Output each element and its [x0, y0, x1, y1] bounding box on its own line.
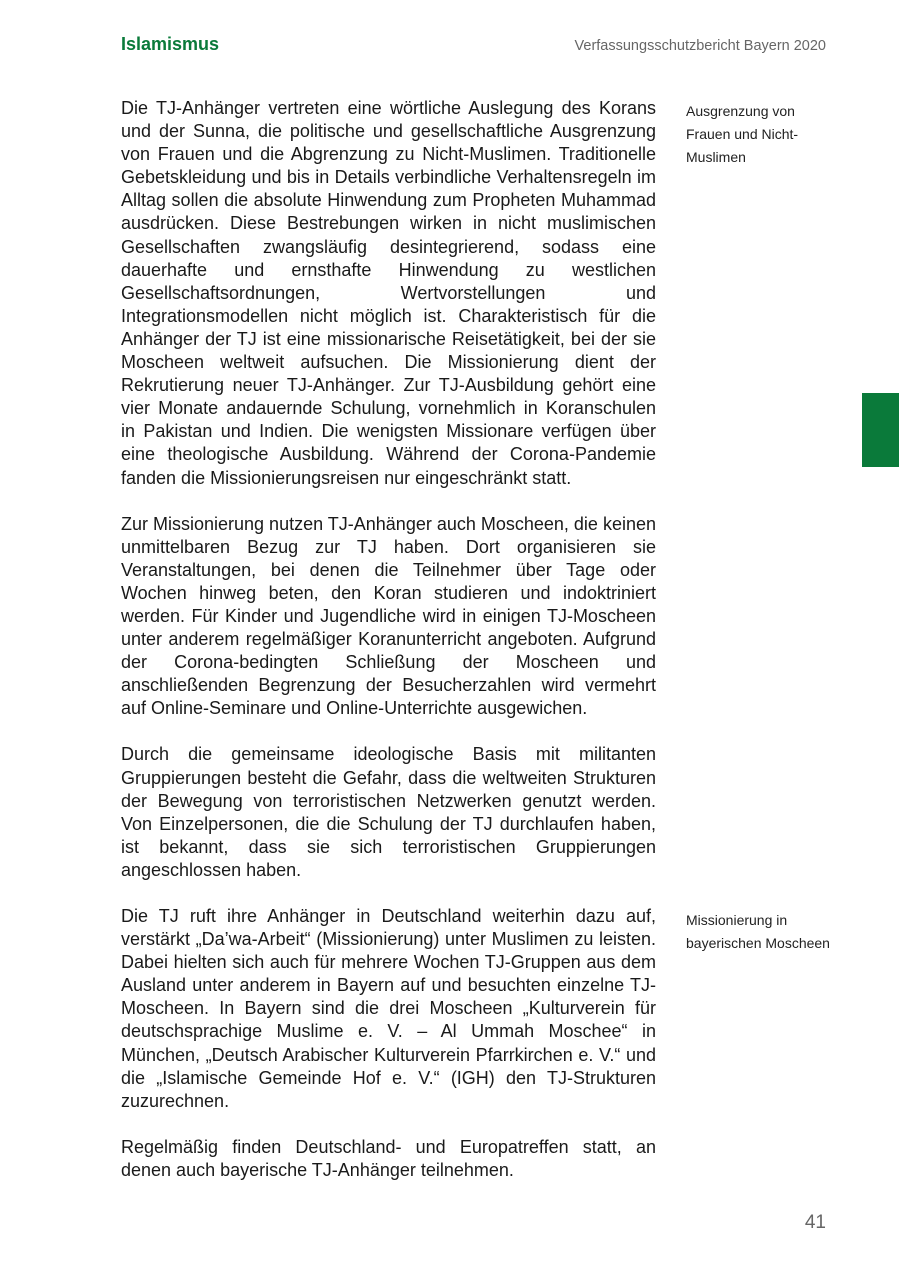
chapter-tab-marker	[862, 393, 899, 467]
paragraph-4: Die TJ ruft ihre Anhänger in Deutschland weiterhin dazu auf, verstärkt „Da’wa-Arbeit“ (Missionierung) unter Muslimen zu leisten. Dabei hielten sich auch für mehrere Wochen TJ-Gruppen aus dem Ausland unter anderem in Bayern auf und besuchten einzelne TJ-Moscheen. In Bayern sind die drei Moscheen „Kulturverein für deutschsprachige Muslime e. V. – Al Ummah Moschee“ in München, „Deutsch Arabischer Kulturverein Pfarrkirchen e. V.“ und die „Islamische Gemeinde Hof e. V.“ (IGH) den TJ-Strukturen zuzurechnen.	[121, 906, 656, 1111]
margin-note-exclusion: Ausgrenzung von Frauen und Nicht-Muslimen	[686, 103, 799, 166]
section-title: Islamismus	[121, 34, 220, 54]
margin-note-missionary: Missionierung in bayerischen Moscheen	[686, 912, 830, 952]
page-number: 41	[804, 1212, 826, 1233]
body-text	[121, 97, 656, 1205]
report-title: Verfassungsschutzbericht Bayern 2020	[574, 38, 826, 54]
paragraph-5: Regelmäßig finden Deutschland- und Europatreffen statt, an denen auch bayerische TJ-Anhänger teilnehmen.	[121, 1136, 656, 1180]
paragraph-1: Die TJ-Anhänger vertreten eine wörtliche Auslegung des Korans und der Sunna, die politische und gesellschaftliche Ausgrenzung von Frauen und die Abgrenzung zu Nicht-Muslimen. Traditionelle Gebetskleidung und bis in Details verbindliche Verhaltensregeln im Alltag sollen die absolute Hinwendung zum Propheten Muhammad ausdrücken. Diese Bestrebungen wirken in nicht muslimischen Gesellschaften zwangsläufig desintegrierend, sodass eine dauerhafte und ernsthafte Hinwendung zu westlichen Gesellschaftsordnungen, Wertvorstellungen und Integrationsmodellen nicht möglich ist. Charakteristisch für die Anhänger der TJ ist eine missionarische Reisetätigkeit, bei der sie Moscheen weltweit aufsuchen. Die Missionierung dient der Rekrutierung neuer TJ-Anhänger. Zur TJ-Ausbildung gehört eine vier Monate andauernde Schulung, vornehmlich in Koranschulen in Pakistan und Indien. Die wenigsten Missionare verfügen über eine theologische Ausbildung. Während der Corona-Pandemie fanden die Missionierungsreisen nur eingeschränkt statt.	[121, 98, 656, 488]
paragraph-2: Zur Missionierung nutzen TJ-Anhänger auch Moscheen, die keinen unmittelbaren Bezug zur TJ haben. Dort organisieren sie Veranstaltungen, bei denen die Teilnehmer über Tage oder Wochen hinweg beten, den Koran studieren und indoktriniert werden. Für Kinder und Jugendliche wird in einigen TJ-Moscheen unter anderem regelmäßiger Koranunterricht angeboten. Aufgrund der Corona-bedingten Schließung der Moscheen und anschließenden Begrenzung der Besucherzahlen wird vermehrt auf Online-Seminare und Online-Unterrichte ausgewichen.	[121, 513, 656, 719]
paragraph-3: Durch die gemeinsame ideologische Basis mit militanten Gruppierungen besteht die Gefahr, dass die weltweiten Strukturen der Bewegung von terroristischen Netzwerken genutzt werden. Von Einzelpersonen, die die Schulung der TJ durchlaufen haben, ist bekannt, dass sie sich terroristischen Gruppierungen angeschlossen haben.	[121, 744, 656, 880]
